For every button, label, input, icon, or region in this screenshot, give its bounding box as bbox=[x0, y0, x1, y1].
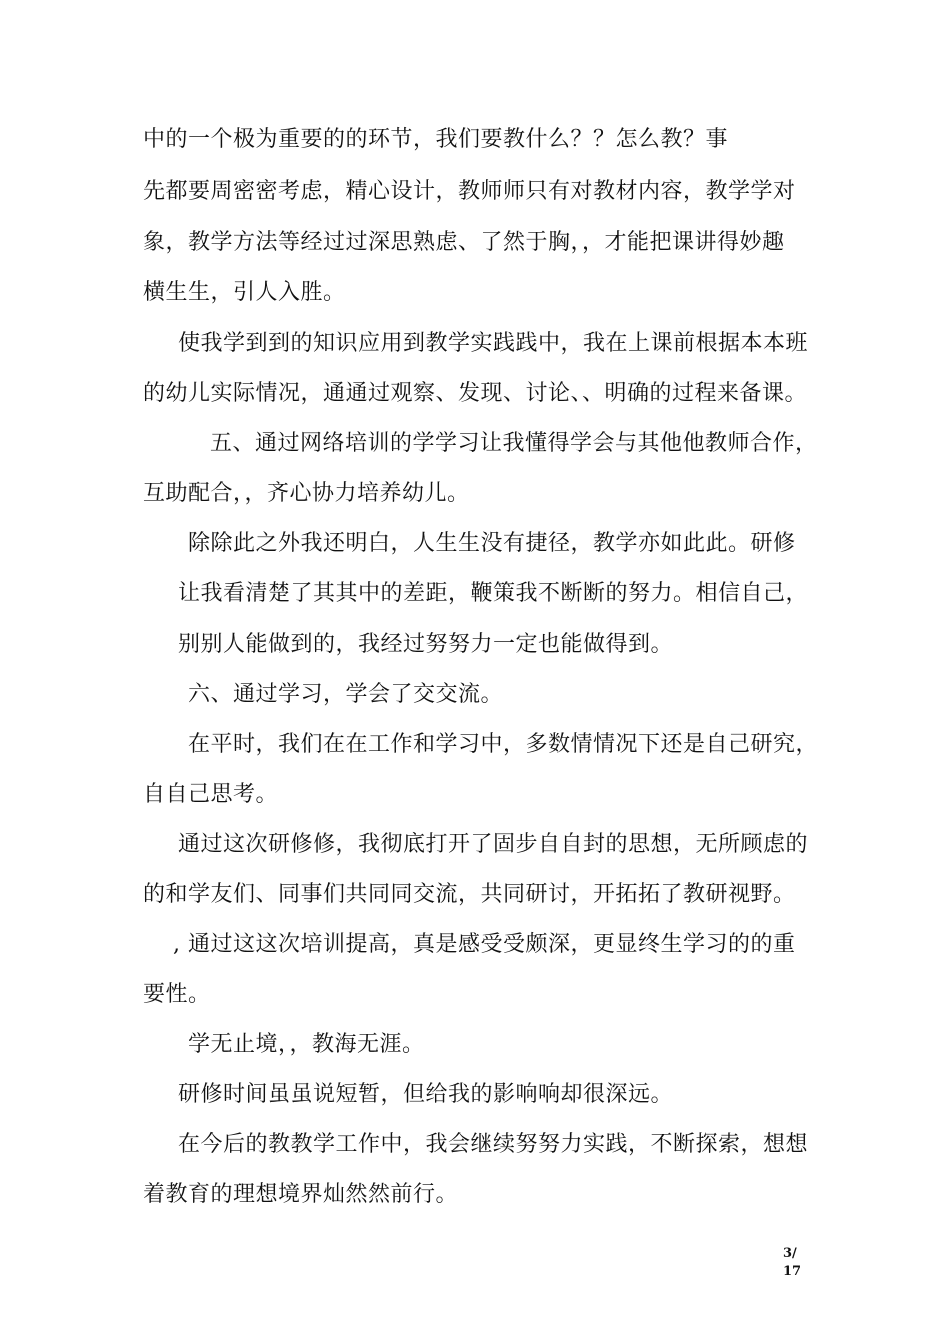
text-line: 让我看清楚了其其中的差距，鞭策我不断断的努力。相信自己， bbox=[178, 581, 809, 606]
text-line: 除除此之外我还明白，人生生没有捷径，教学亦如此此。研修 bbox=[188, 531, 796, 556]
text-line: 横生生，引人入胜。 bbox=[143, 280, 346, 305]
text-line: 别别人能做到的，我经过努努力一定也能做得到。 bbox=[178, 632, 674, 657]
text-line: 学无止境，，教海无涯。 bbox=[188, 1032, 425, 1057]
text-line: 象，教学方法等经过过深思熟虑、了然于胸，，才能把课讲得妙趣 bbox=[143, 230, 785, 255]
text-line: 着教育的理想境界灿然然前行。 bbox=[143, 1182, 459, 1207]
text-line: , 通过这这次培训提高，真是感受受颇深，更显终生学习的的重 bbox=[173, 932, 796, 957]
text-line: 自自己思考。 bbox=[143, 782, 279, 807]
text-line: 中的一个极为重要的的环节，我们要教什么？？怎么教？事 bbox=[143, 127, 729, 152]
text-line: 的幼儿实际情况，通通过观察、发现、讨论、、明确的过程来备课。 bbox=[143, 381, 808, 406]
text-line: 六、通过学习，学会了交交流。 bbox=[188, 682, 504, 707]
text-line: 五、通过网络培训的学学习让我懂得学会与其他他教师合作， bbox=[210, 431, 818, 456]
text-line: 研修时间虽虽说短暂，但给我的影响响却很深远。 bbox=[178, 1082, 674, 1107]
text-line: 要性。 bbox=[143, 982, 211, 1007]
page-number: 3/17 bbox=[783, 1246, 802, 1279]
text-line: 互助配合，，齐心协力培养幼儿。 bbox=[143, 481, 470, 506]
text-line: 在平时，我们在在工作和学习中，多数情情况下还是自己研究， bbox=[188, 732, 819, 757]
text-line: 通过这次研修修，我彻底打开了固步自自封的思想，无所顾虑的 bbox=[178, 832, 809, 857]
text-line: 的和学友们、同事们共同同交流，共同研讨，开拓拓了教研视野。 bbox=[143, 882, 796, 907]
text-line: 在今后的教教学工作中，我会继续努努力实践，不断探索，想想 bbox=[178, 1132, 809, 1157]
text-line: 使我学到到的知识应用到教学实践践中，我在上课前根据本本班 bbox=[178, 331, 809, 356]
text-line: 先都要周密密考虑，精心设计，教师师只有对教材内容，教学学对 bbox=[143, 179, 796, 204]
